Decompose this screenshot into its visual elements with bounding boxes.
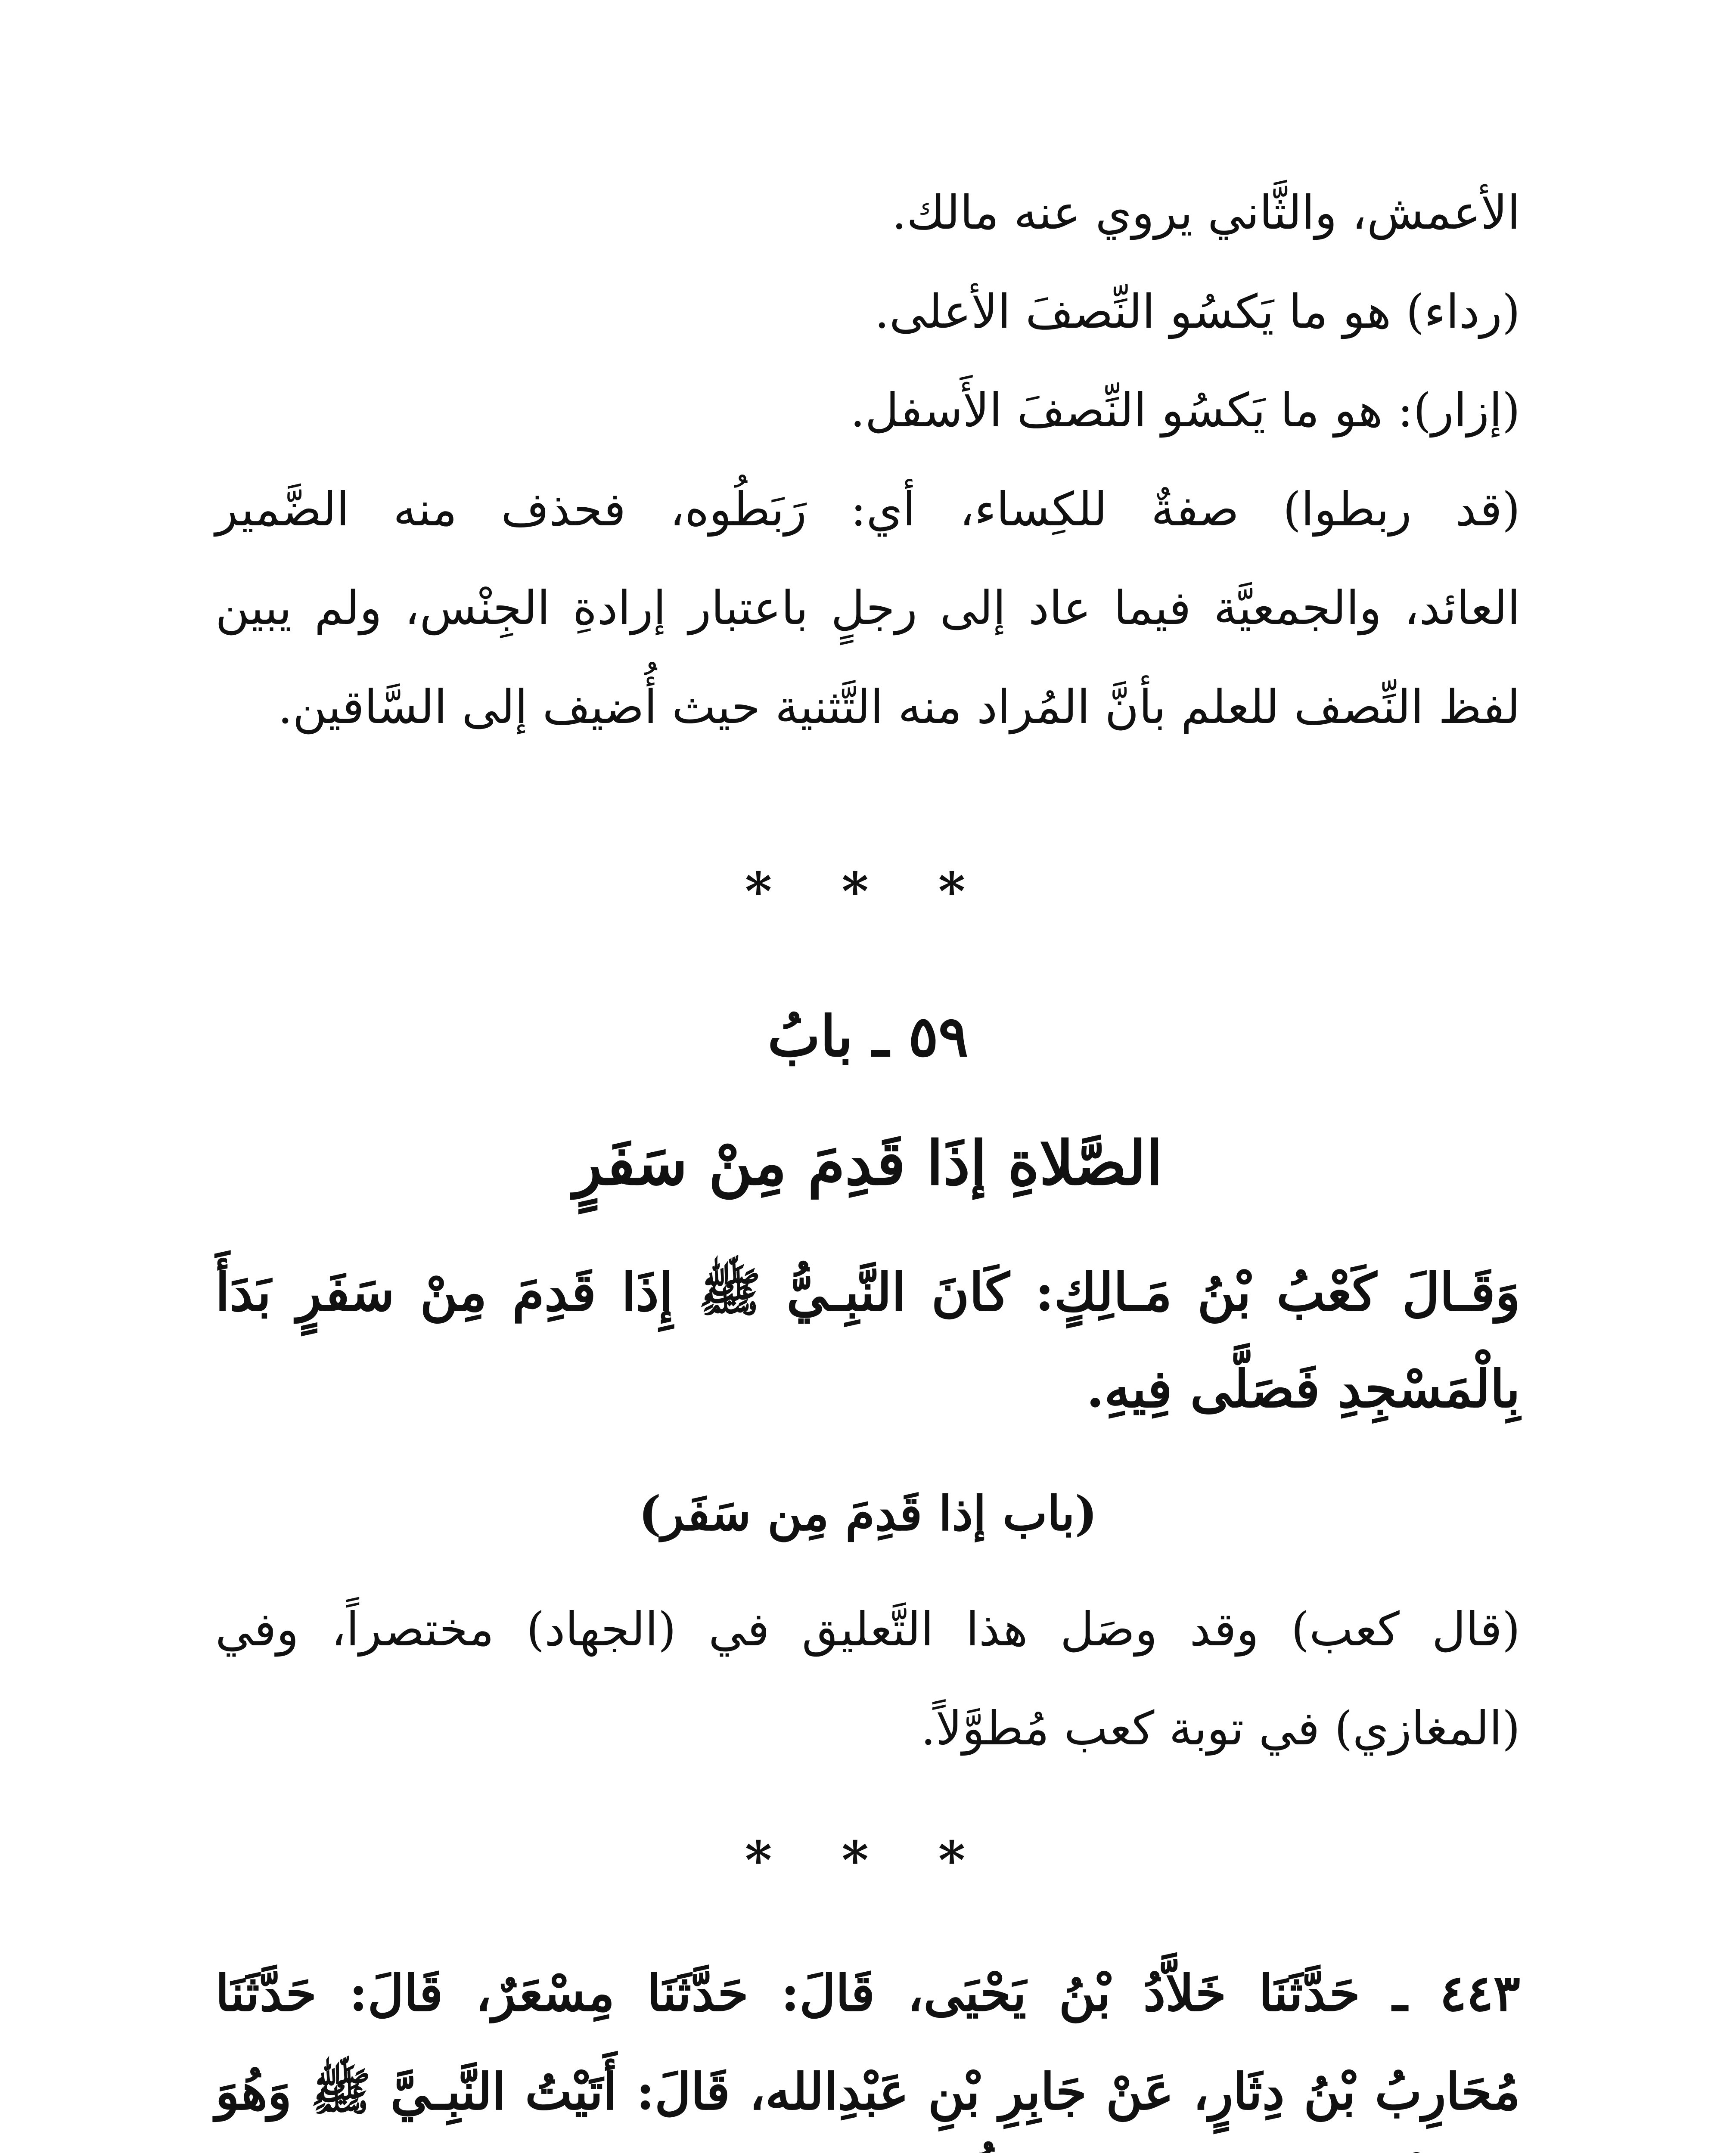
section-separator: * * * [745,1830,991,1891]
hadith-line: ٤٤٣ ـ حَدَّثَنَا خَلاَّدُ بْنُ يَحْيَى، قَالَ: حَدَّثَنَا مِسْعَرٌ، قَالَ: حَدَّثَنَا [215,1964,1520,2023]
commentary-line: العائد، والجمعيَّة فيما عاد إلى رجلٍ باعتبار إرادةِ الجِنْس، ولم يبين [215,581,1520,636]
commentary-line: الأعمش، والثَّاني يروي عنه مالك. [891,186,1520,240]
hadith-line: بِالْمَسْجِدِ فَصَلَّى فِيهِ. [1086,1359,1520,1419]
commentary-line: (رداء) هو ما يَكسُو النِّصفَ الأعلى. [874,285,1520,339]
hadith-intro [215,1262,1520,1420]
hadith-443 [215,1964,1520,2153]
commentary-line: (قد ربطوا) صفةٌ للكِساء، أي: رَبَطُوه، فحذف منه الضَّمير [215,482,1520,537]
commentary-line: (إزار): هو ما يَكسُو النِّصفَ الأَسفل. [850,384,1520,438]
commentary-line: (المغازي) في توبة كعب مُطوَّلاً. [921,1701,1520,1756]
section-separator: * * * [745,861,991,922]
commentary-line: (قال كعب) وقد وصَل هذا التَّعليق في (الجهاد) مختصراً، وفي [215,1603,1520,1657]
chapter-title: الصَّلاةِ إذَا قَدِمَ مِنْ سَفَرٍ [573,1128,1163,1199]
hadith-line: مُحَارِبُ بْنُ دِثَارٍ، عَنْ جَابِرِ بْنِ عَبْدِالله، قَالَ: أَتَيْتُ النَّبِـيَّ ﷺ وَهُوَ [215,2063,1520,2122]
hadith-line: وَقَـالَ كَعْبُ بْنُ مَـالِكٍ: كَانَ النَّبِـيُّ ﷺ إِذَا قَدِمَ مِنْ سَفَرٍ بَدَأَ [215,1262,1520,1323]
commentary-top [215,185,1520,735]
chapter-number: ٥٩ ـ بابُ [767,1003,969,1069]
commentary-line: لفظ النِّصف للعلم بأنَّ المُراد منه التَّثنية حيث أُضيف إلى السَّاقين. [278,680,1520,734]
commentary-middle [215,1602,1520,1756]
commentary-heading: (باب إذا قَدِمَ مِن سَفَر) [639,1486,1097,1541]
